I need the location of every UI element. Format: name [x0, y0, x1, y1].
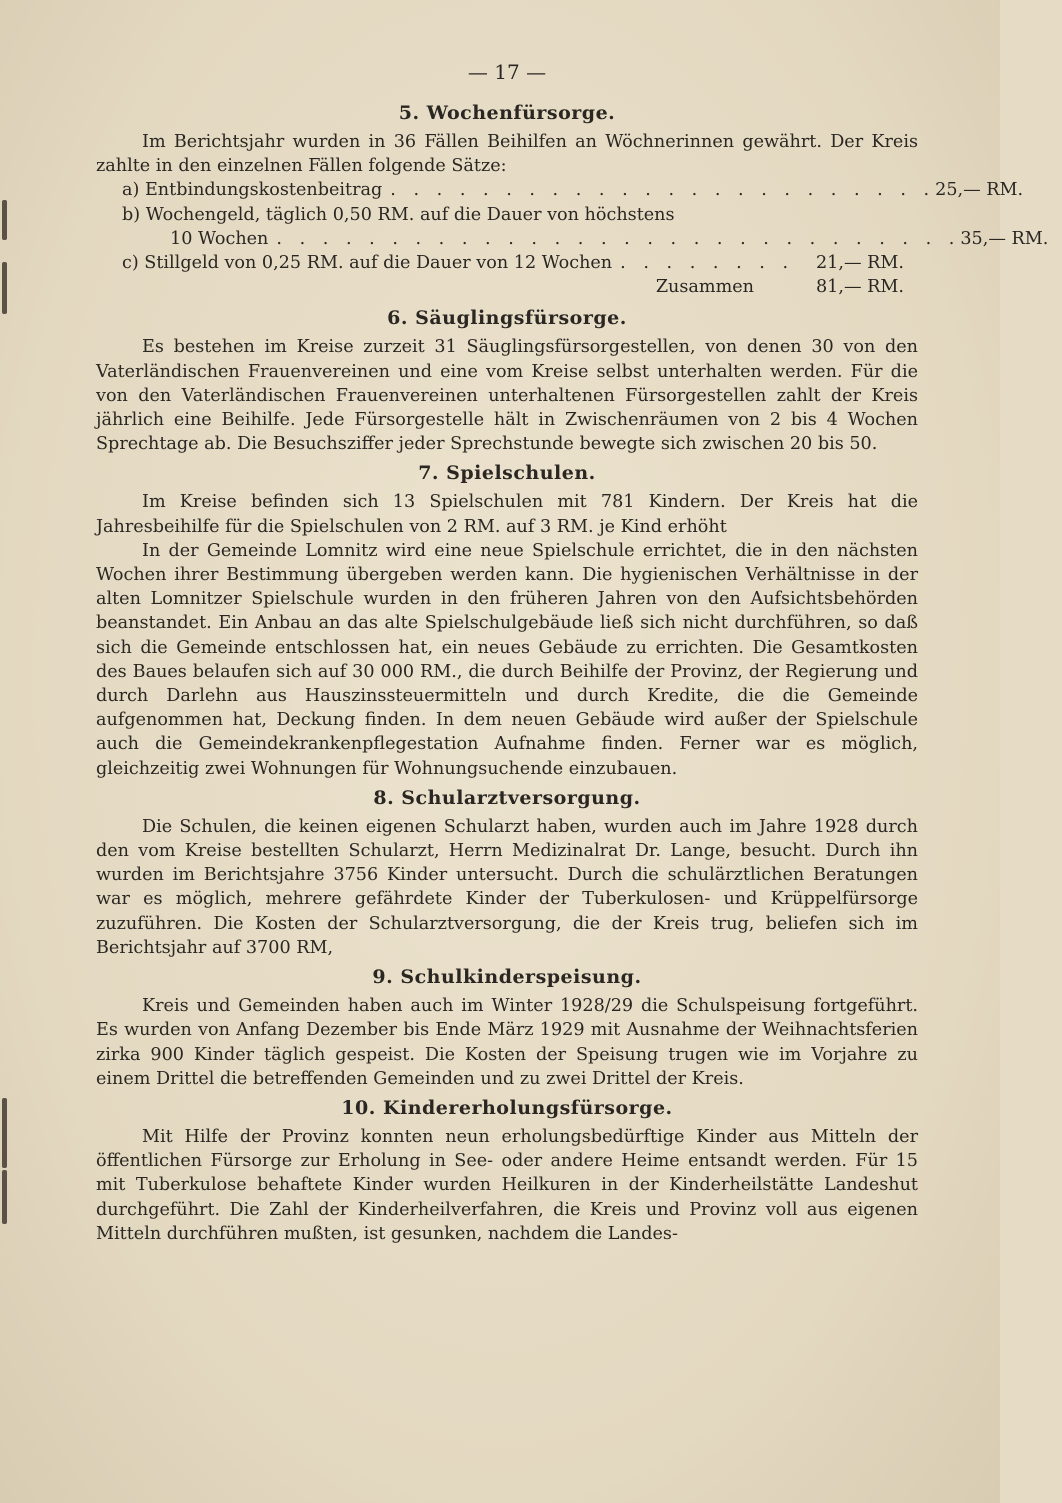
section-title-spielschulen: 7. Spielschulen.	[418, 462, 596, 485]
list-item	[96, 203, 918, 227]
page-number: — 17 —	[467, 60, 547, 84]
paragraph: Im Kreise befinden sich 13 Spielschulen mit 781 Kindern. Der Kreis hat die Jahresbeihilfe für die Spielschulen von 2 RM. auf 3 RM. je Kind erhöht	[96, 492, 918, 537]
section-title-schularztversorgung: 8. Schularztversorgung.	[373, 786, 641, 809]
total-row	[96, 275, 918, 299]
section-title-schulkinderspeisung: 9. Schulkinderspeisung.	[372, 966, 642, 989]
item-amount: 25,— RM.	[935, 180, 1024, 201]
binding-mark	[2, 262, 7, 314]
leader-dots: . . . . . . . . . . . . . . . . . . . . . . . . . . . . . .	[276, 228, 961, 249]
list-item	[96, 251, 918, 275]
leader-dots: . . . . . . . . . . . . . . . . . . . . . . . .	[390, 180, 936, 201]
leader-dots: . . . . . . . .	[620, 253, 795, 274]
list-item	[96, 178, 1024, 202]
item-label: c) Stillgeld von 0,25 RM. auf die Dauer von 12 Wochen	[122, 253, 613, 274]
item-amount: 21,— RM.	[815, 253, 904, 274]
paragraph: Die Schulen, die keinen eigenen Schularzt haben, wurden auch im Jahre 1928 durch den vom Kreise bestellten Schularzt, Herrn Medizinalrat Dr. Lange, besucht. Durch ihn wurden im Berichtsjahre 3756 Kinder untersucht. Durch die schulärztlichen Beratungen war es möglich, mehrere gefährdete Kinder der Tuberkulosen- und Krüppelfürsorge zuzuführen. Die Kosten der Schularztversorgung, die der Kreis trug, beliefen sich im Berichtsjahr auf 3700 RM,	[96, 816, 918, 958]
paragraph: Im Berichtsjahr wurden in 36 Fällen Beihilfen an Wöchnerinnen gewährt. Der Kreis zahlte in den einzelnen Fällen folgende Sätze:	[96, 132, 918, 177]
binding-mark	[2, 1170, 7, 1224]
item-label: b) Wochengeld, täglich 0,50 RM. auf die Dauer von höchstens	[122, 204, 675, 225]
payment-list	[96, 178, 1049, 299]
item-amount: 35,— RM.	[960, 228, 1049, 249]
paragraph: Mit Hilfe der Provinz konnten neun erholungsbedürftige Kinder aus Mitteln der öffentlichen Fürsorge zur Erholung in See- oder andere Heime entsandt werden. Für 15 mit Tuberkulose behaftete Kinder wurden Heilkuren in der Kinderheilstätte Landeshut durchgeführt. Die Zahl der Kinderheilverfahren, die Kreis und Provinz voll aus eigenen Mitteln durchführen mußten, ist gesunken, nachdem die Landes-	[96, 1126, 918, 1244]
total-label: Zusammen	[655, 277, 754, 298]
section-title-kindererholungsfuersorge: 10. Kindererholungsfürsorge.	[341, 1096, 673, 1119]
item-label: 10 Wochen	[170, 228, 269, 249]
paragraph: In der Gemeinde Lomnitz wird eine neue Spielschule errichtet, die in den nächsten Wochen ihrer Bestimmung übergeben werden kann. Die hygienischen Verhältnisse in der alten Lomnitzer Spielschule wurden in den früheren Jahren von den Aufsichtsbehörden beanstandet. Ein Anbau an das alte Spielschulgebäude ließ sich nicht durchführen, so daß sich die Gemeinde entschlossen hat, ein neues Gebäude zu errichten. Die Gesamtkosten des Baues belaufen sich auf 30 000 RM., die durch Beihilfe der Provinz, der Regierung und durch Darlehn aus Hauszinssteuermitteln und durch Kredite, die die Gemeinde aufgenommen hat, Deckung finden. In dem neuen Gebäude wird außer der Spielschule auch die Gemeindekrankenpflegestation Aufnahme finden. Ferner war es möglich, gleichzeitig zwei Wohnungen für Wohnungsuchende einzubauen.	[96, 540, 918, 779]
total-amount: 81,— RM.	[815, 277, 904, 298]
binding-mark	[2, 1098, 7, 1168]
paragraph: Es bestehen im Kreise zurzeit 31 Säuglingsfürsorgestellen, von denen 30 von den Vaterländischen Frauenvereinen und eine vom Kreise selbst unterhalten werden. Für die von den Vaterländischen Frauenvereinen unterhaltenen Fürsorgestellen zahlt der Kreis jährlich eine Beihilfe. Jede Fürsorgestelle hält in Zwischenräumen von 2 bis 4 Wochen Sprechtage ab. Die Besuchsziffer jeder Sprechstunde bewegte sich zwischen 20 bis 50.	[96, 337, 918, 455]
page-content	[96, 60, 1049, 1246]
section-title-wochenfuersorge: 5. Wochenfürsorge.	[398, 102, 616, 124]
section-title-saeuglingsfuersorge: 6. Säuglingsfürsorge.	[387, 307, 627, 330]
item-label: a) Entbindungskostenbeitrag	[122, 180, 383, 201]
paragraph: Kreis und Gemeinden haben auch im Winter 1928/29 die Schulspeisung fortgeführt. Es wurden von Anfang Dezember bis Ende März 1929 mit Ausnahme der Weihnachtsferien zirka 900 Kinder täglich gespeist. Die Kosten der Speisung trugen wie im Vorjahre zu einem Drittel die betreffenden Gemeinden und zu zwei Drittel der Kreis.	[96, 996, 918, 1089]
list-item	[96, 227, 1049, 251]
binding-mark	[2, 200, 7, 240]
